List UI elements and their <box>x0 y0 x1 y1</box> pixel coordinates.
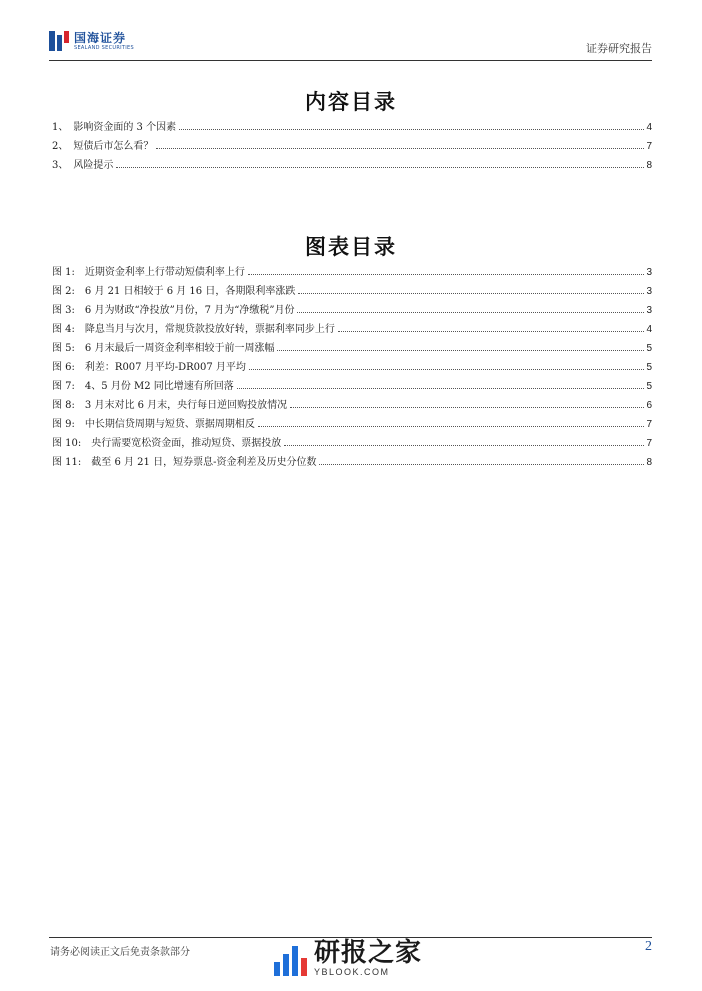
figure-entry-page: 3 <box>646 267 652 278</box>
figure-entry[interactable] <box>52 278 652 297</box>
figure-entry-page: 5 <box>646 343 652 354</box>
figure-entry-label: 图 7: 4、5 月份 M2 同比增速有所回落 <box>52 381 234 392</box>
figure-entry[interactable] <box>52 354 652 373</box>
figure-entry-label: 图 2: 6 月 21 日相较于 6 月 16 日，各期限利率涨跌 <box>52 286 296 297</box>
contents-entry[interactable] <box>52 133 652 152</box>
figure-entry-page: 7 <box>646 438 652 449</box>
company-logo <box>49 31 134 51</box>
dot-leader <box>258 425 645 427</box>
figure-entry-label: 图 5: 6 月末最后一周资金利率相较于前一周涨幅 <box>52 343 275 354</box>
figure-entry-label: 图 10: 央行需要宽松资金面，推动短贷、票据投放 <box>52 438 282 449</box>
figure-entry[interactable] <box>52 259 652 278</box>
watermark-chinese: 研报之家 <box>314 938 423 968</box>
figure-entry[interactable] <box>52 316 652 335</box>
page-header <box>0 0 702 62</box>
figure-entry-page: 5 <box>646 362 652 373</box>
dot-leader <box>290 406 644 408</box>
dot-leader <box>319 463 644 465</box>
figure-entry-page: 3 <box>646 286 652 297</box>
dot-leader <box>237 387 645 389</box>
contents-title: 内容目录 <box>305 89 397 114</box>
contents-entry-page: 8 <box>646 160 652 171</box>
logo-chinese-name: 国海证券 <box>74 30 127 45</box>
page-number: 2 <box>645 939 652 954</box>
figure-entry-page: 4 <box>646 324 652 335</box>
dot-leader <box>156 147 644 149</box>
figure-entry[interactable] <box>52 392 652 411</box>
logo-english-name: SEALAND SECURITIES <box>74 44 134 51</box>
figure-entry[interactable] <box>52 449 652 468</box>
watermark-chart-icon <box>274 942 308 976</box>
figure-entry-page: 5 <box>646 381 652 392</box>
dot-leader <box>298 292 644 294</box>
contents-entry-label: 2、 短债后市怎么看？ <box>52 141 154 152</box>
figures-list <box>52 259 652 468</box>
figure-entry-label: 图 4: 降息当月与次月，常规贷款投放好转，票据利率同步上行 <box>52 324 335 335</box>
figure-entry[interactable] <box>52 297 652 316</box>
watermark <box>274 940 422 977</box>
contents-entry[interactable] <box>52 152 652 171</box>
dot-leader <box>297 311 644 313</box>
figures-title: 图表目录 <box>305 234 397 259</box>
figure-entry-label: 图 9: 中长期信贷周期与短贷、票据周期相反 <box>52 419 255 430</box>
figure-entry[interactable] <box>52 430 652 449</box>
dot-leader <box>248 273 645 275</box>
dot-leader <box>338 330 645 332</box>
contents-entry-page: 4 <box>646 122 652 133</box>
report-type: 证券研究报告 <box>586 42 652 55</box>
figure-entry-label: 图 6: 利差：R007 月平均-DR007 月平均 <box>52 362 246 373</box>
figure-entry-label: 图 8: 3 月末对比 6 月末，央行每日逆回购投放情况 <box>52 400 288 411</box>
dot-leader <box>249 368 645 370</box>
header-divider <box>49 60 652 61</box>
contents-entry-label: 3、 风险提示 <box>52 160 114 171</box>
watermark-english: YBLOOK.COM <box>314 967 390 977</box>
contents-entry-label: 1、 影响资金面的 3 个因素 <box>52 122 177 133</box>
figure-entry-label: 图 1: 近期资金利率上行带动短债利率上行 <box>52 267 245 278</box>
figure-entry-page: 7 <box>646 419 652 430</box>
dot-leader <box>179 128 644 130</box>
dot-leader <box>116 166 644 168</box>
dot-leader <box>277 349 644 351</box>
figure-entry-page: 6 <box>646 400 652 411</box>
figure-entry[interactable] <box>52 411 652 430</box>
figure-entry[interactable] <box>52 373 652 392</box>
contents-list <box>52 114 652 171</box>
figure-entry-page: 3 <box>646 305 652 316</box>
figure-entry-label: 图 3: 6 月为财政“净投放”月份，7 月为“净缴税”月份 <box>52 305 295 316</box>
logo-mark-icon <box>49 31 69 51</box>
footer-disclaimer: 请务必阅读正文后免责条款部分 <box>50 947 190 958</box>
figure-entry-label: 图 11: 截至 6 月 21 日，短券票息-资金利差及历史分位数 <box>52 457 317 468</box>
contents-entry[interactable] <box>52 114 652 133</box>
dot-leader <box>284 444 644 446</box>
contents-entry-page: 7 <box>646 141 652 152</box>
figure-entry[interactable] <box>52 335 652 354</box>
figure-entry-page: 8 <box>646 457 652 468</box>
